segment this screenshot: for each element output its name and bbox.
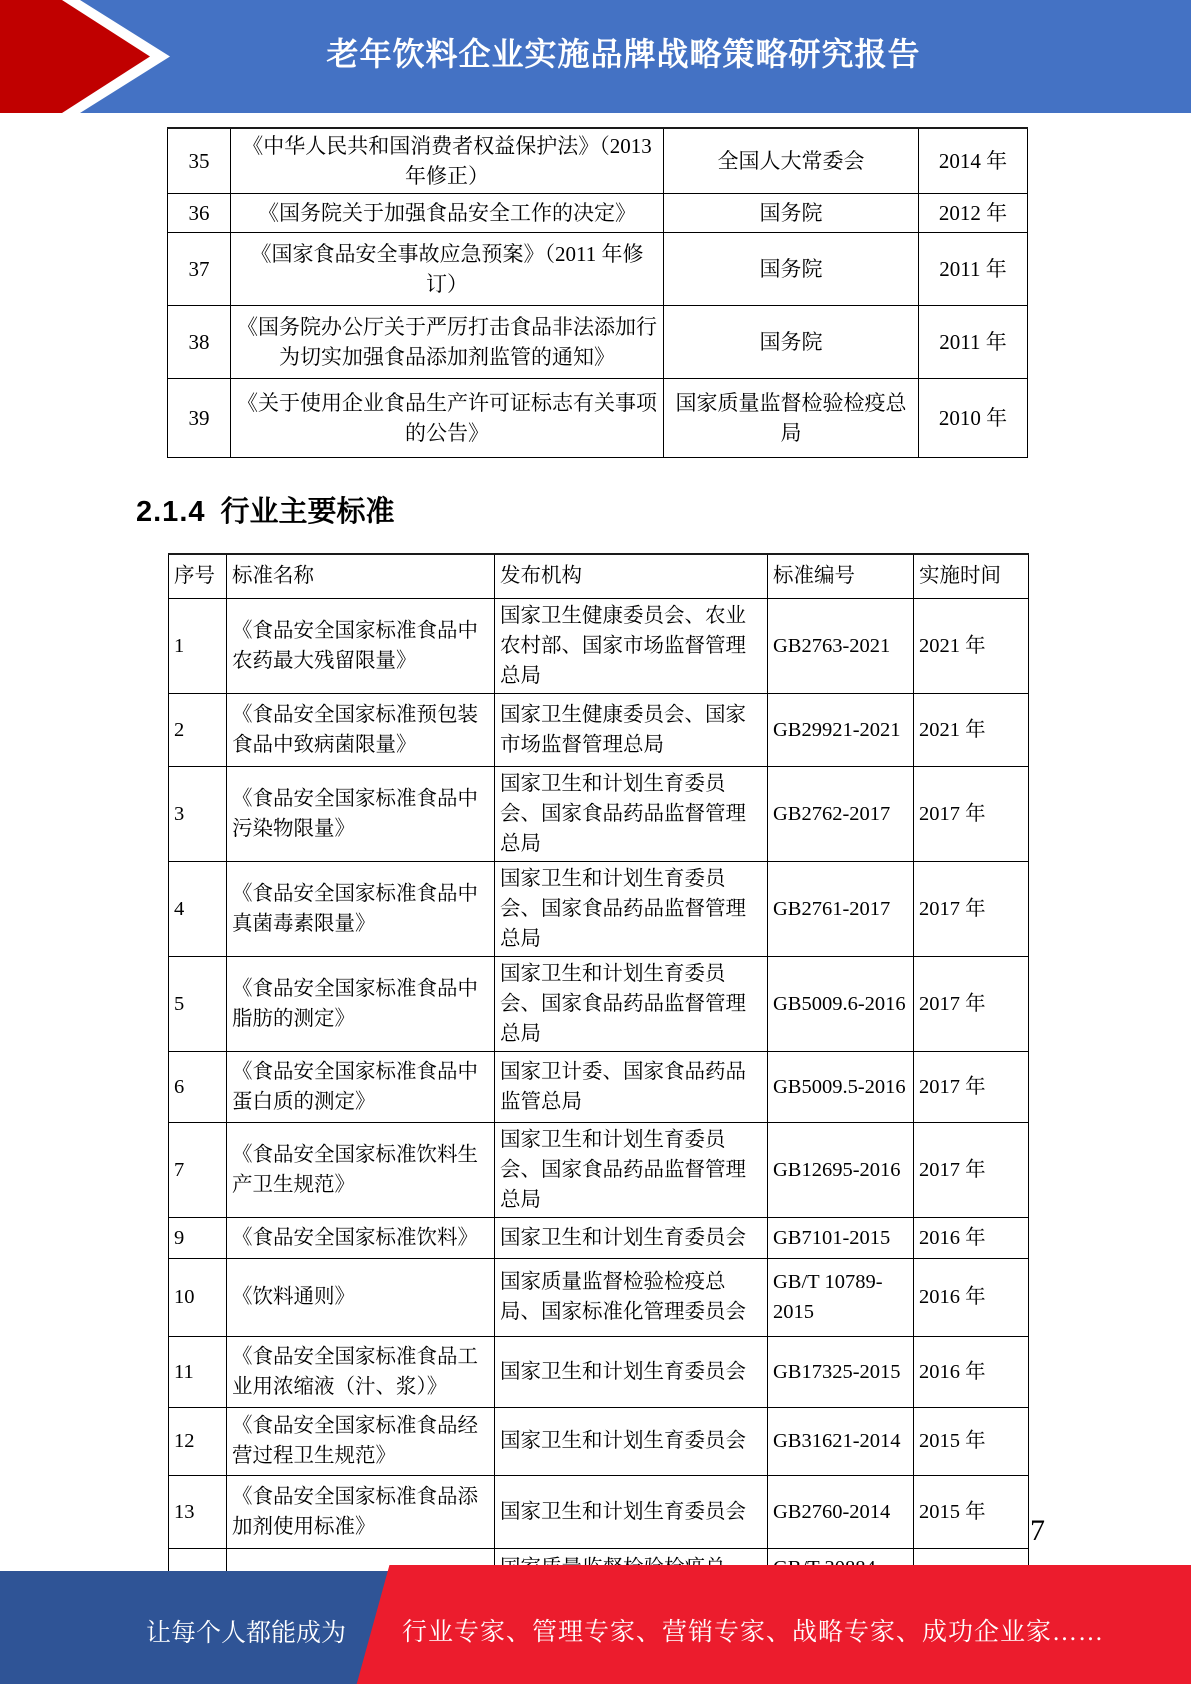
table-cell: 国家质量监督检验检疫总局、国家标准化管理委员会	[495, 1258, 768, 1336]
table-cell: 10	[169, 1258, 227, 1336]
table-cell: 2017 年	[914, 766, 1029, 861]
column-header: 实施时间	[914, 554, 1029, 598]
table-cell: 2011 年	[919, 233, 1028, 306]
table-row	[169, 1122, 1029, 1217]
table-cell: GB12695-2016	[768, 1122, 914, 1217]
table-cell: 2011 年	[919, 306, 1028, 379]
table-cell: 2015 年	[914, 1407, 1029, 1475]
table-cell: 2014 年	[919, 128, 1028, 194]
table-cell: 4	[169, 861, 227, 956]
table-cell: 2012 年	[919, 194, 1028, 233]
table-row	[168, 128, 1028, 194]
table-row	[169, 1051, 1029, 1122]
table-cell: 6	[169, 1051, 227, 1122]
table-cell: 《国家食品安全事故应急预案》（2011 年修订）	[231, 233, 664, 306]
table-cell: 《中华人民共和国消费者权益保护法》（2013 年修正）	[231, 128, 664, 194]
table-cell: 37	[168, 233, 231, 306]
table-cell: 国家卫生健康委员会、国家市场监督管理总局	[495, 693, 768, 766]
table-cell: 《食品安全国家标准食品中农药最大残留限量》	[227, 598, 495, 693]
table-cell: GB2760-2014	[768, 1475, 914, 1548]
table-cell: 2016 年	[914, 1217, 1029, 1258]
table-row	[169, 766, 1029, 861]
table-cell: 35	[168, 128, 231, 194]
table-cell: 《食品安全国家标准食品中真菌毒素限量》	[227, 861, 495, 956]
table-cell: 《饮料通则》	[227, 1258, 495, 1336]
table-cell: 国务院	[664, 306, 919, 379]
table-cell: 《关于使用企业食品生产许可证标志有关事项的公告》	[231, 379, 664, 458]
table-cell: 2021 年	[914, 598, 1029, 693]
table-cell: 7	[169, 1122, 227, 1217]
table-cell: GB5009.5-2016	[768, 1051, 914, 1122]
column-header: 标准编号	[768, 554, 914, 598]
table-cell: 《食品安全国家标准食品中污染物限量》	[227, 766, 495, 861]
table-cell: GB2761-2017	[768, 861, 914, 956]
table-cell: 国家卫生和计划生育委员会	[495, 1475, 768, 1548]
column-header: 序号	[169, 554, 227, 598]
table-cell: GB7101-2015	[768, 1217, 914, 1258]
table-cell: 2017 年	[914, 956, 1029, 1051]
table-cell: 2017 年	[914, 1051, 1029, 1122]
table-cell: 国家卫生和计划生育委员会	[495, 1336, 768, 1407]
table-cell: 2016 年	[914, 1336, 1029, 1407]
page-number: 7	[1030, 1514, 1045, 1547]
table-cell: 3	[169, 766, 227, 861]
table-cell: 9	[169, 1217, 227, 1258]
table-row	[169, 693, 1029, 766]
table-cell: 《国务院办公厅关于严厉打击食品非法添加行为切实加强食品添加剂监管的通知》	[231, 306, 664, 379]
table-cell: GB/T 10789-2015	[768, 1258, 914, 1336]
table-cell: 《食品安全国家标准饮料》	[227, 1217, 495, 1258]
table-cell: GB29921-2021	[768, 693, 914, 766]
column-header: 标准名称	[227, 554, 495, 598]
table-cell: 国家卫生和计划生育委员会、国家食品药品监督管理总局	[495, 766, 768, 861]
table-cell: 38	[168, 306, 231, 379]
table-cell: 国务院	[664, 194, 919, 233]
table-cell: 2017 年	[914, 1122, 1029, 1217]
table-cell: 5	[169, 956, 227, 1051]
table-header-row	[169, 554, 1029, 598]
table-row	[169, 1475, 1029, 1548]
footer-slogan-right: 行业专家、管理专家、营销专家、战略专家、成功企业家……	[402, 1619, 1105, 1646]
table-row	[169, 956, 1029, 1051]
table-row	[168, 306, 1028, 379]
table-cell: 国家卫生和计划生育委员会	[495, 1407, 768, 1475]
table-cell: 39	[168, 379, 231, 458]
table-row	[169, 861, 1029, 956]
table-row	[168, 379, 1028, 458]
table-cell: 国家卫生和计划生育委员会、国家食品药品监督管理总局	[495, 861, 768, 956]
table-cell: 《食品安全国家标准食品添加剂使用标准》	[227, 1475, 495, 1548]
table-cell: 《食品安全国家标准饮料生产卫生规范》	[227, 1122, 495, 1217]
table-cell: 全国人大常委会	[664, 128, 919, 194]
laws-regulations-table	[167, 127, 1028, 458]
table-row	[169, 1336, 1029, 1407]
page-header	[0, 0, 1191, 113]
table-cell: GB5009.6-2016	[768, 956, 914, 1051]
table-row	[169, 1258, 1029, 1336]
table-cell: 《食品安全国家标准食品工业用浓缩液（汁、浆）》	[227, 1336, 495, 1407]
table-cell: 《食品安全国家标准食品中脂肪的测定》	[227, 956, 495, 1051]
table-row	[168, 194, 1028, 233]
table-cell: 《食品安全国家标准预包装食品中致病菌限量》	[227, 693, 495, 766]
table-cell: 36	[168, 194, 231, 233]
table-cell: 2016 年	[914, 1258, 1029, 1336]
table-cell: 《食品安全国家标准食品经营过程卫生规范》	[227, 1407, 495, 1475]
table-row	[169, 1217, 1029, 1258]
table-cell: GB2762-2017	[768, 766, 914, 861]
column-header: 发布机构	[495, 554, 768, 598]
table-cell: 国家卫生健康委员会、农业农村部、国家市场监督管理总局	[495, 598, 768, 693]
table-cell: 《国务院关于加强食品安全工作的决定》	[231, 194, 664, 233]
table-cell: 13	[169, 1475, 227, 1548]
table-cell: 2	[169, 693, 227, 766]
table-cell: 国务院	[664, 233, 919, 306]
table-cell: GB2763-2021	[768, 598, 914, 693]
page-footer	[0, 1565, 1191, 1684]
table-cell: 2017 年	[914, 861, 1029, 956]
table-cell: 国家卫生和计划生育委员会、国家食品药品监督管理总局	[495, 1122, 768, 1217]
section-title: 行业主要标准	[220, 496, 395, 528]
section-heading	[136, 489, 395, 530]
table-cell: 11	[169, 1336, 227, 1407]
table-cell: GB31621-2014	[768, 1407, 914, 1475]
table-cell: 2010 年	[919, 379, 1028, 458]
table-row	[168, 233, 1028, 306]
table-cell: 2021 年	[914, 693, 1029, 766]
table-cell: 2015 年	[914, 1475, 1029, 1548]
table-cell: 12	[169, 1407, 227, 1475]
table-row	[169, 598, 1029, 693]
table-cell: 《食品安全国家标准食品中蛋白质的测定》	[227, 1051, 495, 1122]
industry-standards-table	[168, 553, 1029, 1618]
table-cell: GB17325-2015	[768, 1336, 914, 1407]
section-number: 2.1.4	[136, 496, 206, 528]
table-row	[169, 1407, 1029, 1475]
table-cell: 国家卫计委、国家食品药品监管总局	[495, 1051, 768, 1122]
table-cell: 国家卫生和计划生育委员会	[495, 1217, 768, 1258]
report-title: 老年饮料企业实施品牌战略策略研究报告	[326, 36, 921, 72]
table-cell: 国家质量监督检验检疫总局	[664, 379, 919, 458]
footer-slogan-left: 让每个人都能成为	[146, 1620, 347, 1647]
table-cell: 国家卫生和计划生育委员会、国家食品药品监督管理总局	[495, 956, 768, 1051]
table-cell: 1	[169, 598, 227, 693]
